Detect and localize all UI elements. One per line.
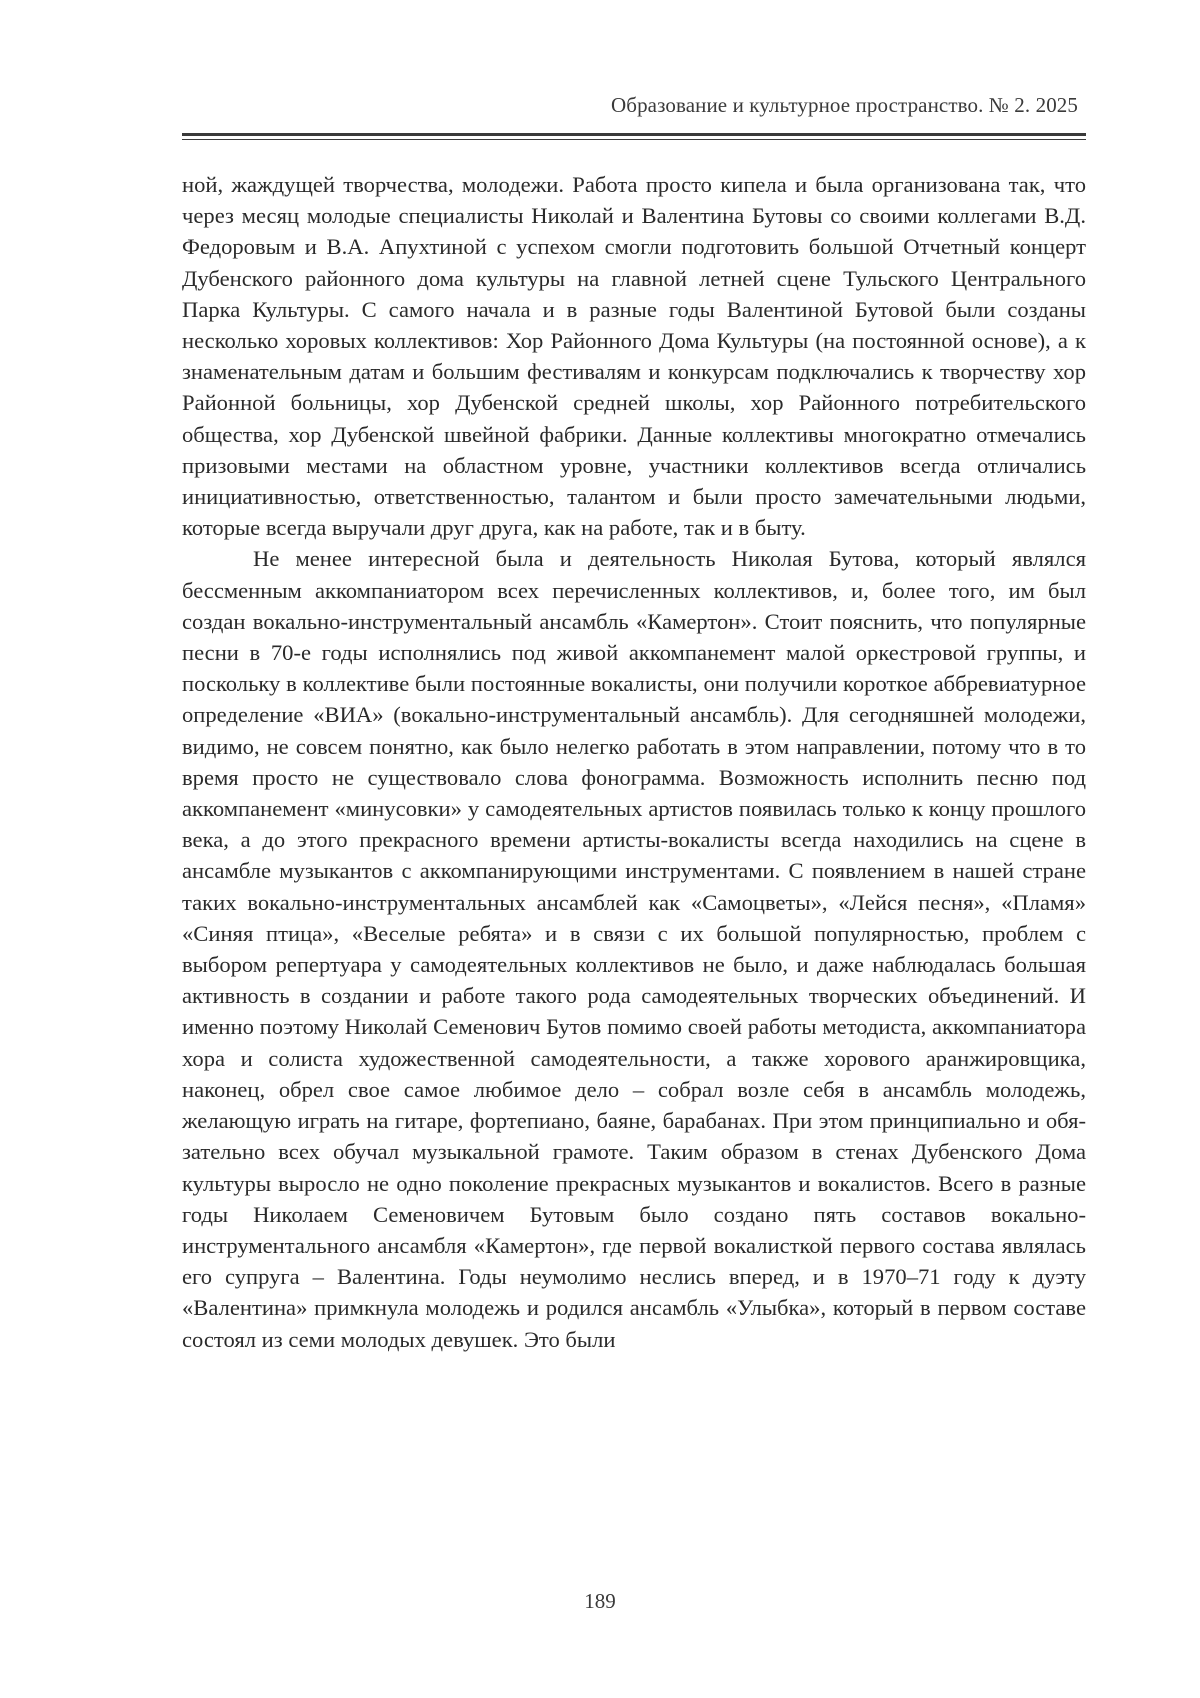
header-double-rule (182, 133, 1086, 140)
running-header: Образование и культурное пространство. № 2. 2025 (611, 93, 1078, 117)
paragraph-2: Не менее интересной была и деятельность Николая Бутова, который являлся бессменным аккомпаниатором всех перечисленных коллективов, и, более того, им был создан вокально-инструментальный ансамбль «Камертон». Стоит пояснить, что популярные песни в 70-е годы исполнялись под живой аккомпанемент малой оркестровой группы, и поскольку в коллективе были постоянные вокалисты, они получили короткое аббревиатурное определение «ВИА» (вокально-инструментальный ансамбль). Для сегодняшней молодежи, видимо, не совсем понятно, как было нелегко работать в этом направлении, потому что в то время просто не существовало слова фонограмма. Возможность исполнить песню под аккомпанемент «минусовки» у самодеятельных артистов появилась только к концу прошлого века, а до этого прекрасного времени артисты-вокалисты всегда находились на сцене в ансамбле музыкантов с аккомпанирующими инструментами. С появлением в нашей стране таких вокально-инструментальных ансамблей как «Самоцветы», «Лейся песня», «Пламя» «Синяя птица», «Веселые ребята» и в связи с их большой популярностью, проблем с выбором репертуара у самодеятельных коллективов не было, и даже наблюдалась большая активность в создании и работе такого рода самодеятельных творческих объединений. И именно поэтому Николай Семенович Бутов помимо своей работы методиста, аккомпаниатора хора и солиста художественной самодеятельности, а также хорового аранжировщика, наконец, обрел свое самое любимое дело – собрал возле себя в ансамбль молодежь, желающую играть на гитаре, фортепиано, баяне, барабанах. При этом принципиально и обязательно всех обучал музыкальной грамоте. Таким образом в стенах Дубенского Дома культуры выросло не одно поколение прекрасных музыкантов и вокалистов. Всего в разные годы Николаем Семеновичем Бутовым было создано пять составов вокально-инструментального ансамбля «Камертон», где первой вокалисткой первого состава являлась его супруга – Валентина. Годы неумолимо неслись вперед, и в 1970–71 году к дуэту «Валентина» примкнула молодежь и родился ансамбль «Улыбка», который в первом составе состоял из семи молодых девушек. Это были (182, 546, 1086, 1352)
article-body (182, 169, 1086, 1355)
paragraph-1: ной, жаждущей творчества, молодежи. Работа просто кипела и была организована так, что через месяц молодые специалисты Николай и Валентина Бутовы со своими коллегами В.Д. Федоровым и В.А. Апухтиной с успехом смогли подготовить большой Отчетный концерт Дубенского районного дома культуры на главной летней сцене Тульского Центрального Парка Культуры. С самого начала и в разные годы Валентиной Бутовой были созданы несколько хоровых коллективов: Хор Районного Дома Культуры (на постоянной основе), а к знаменательным датам и большим фестивалям и конкурсам подключались к творчеству хор Районной больницы, хор Дубенской средней школы, хор Районного потребительского общества, хор Дубенской швейной фабрики. Данные коллективы многократно отмечались призовыми местами на областном уровне, участники коллективов всегда отличались инициативностью, ответственностью, талантом и были просто замечательными людьми, которые всегда выручали друг друга, как на работе, так и в быту. (182, 172, 1086, 541)
page-number: 189 (584, 1589, 616, 1613)
